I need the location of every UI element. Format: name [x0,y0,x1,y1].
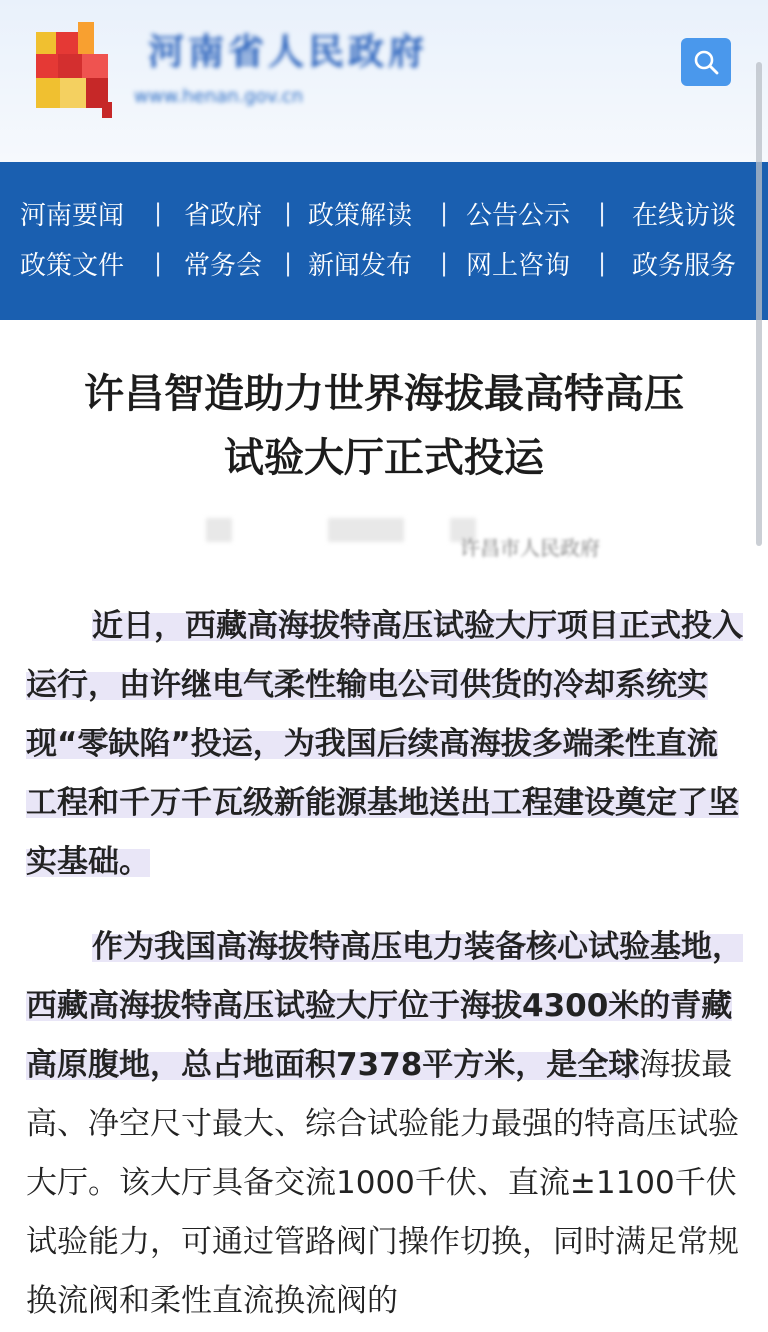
redacted-block [206,518,232,542]
main-nav [0,162,768,320]
nav-row-2 [0,238,768,288]
redacted-block [328,518,404,542]
paragraph-2-highlighted-text: 作为我国高海拔特高压电力装备核心试验基地，西藏高海拔特高压试验大厅位于海拔4300米的青藏高原腹地，总占地面积7378平方米，是全球 [26,929,743,1083]
nav-separator: | [440,199,449,227]
search-icon [693,49,719,75]
article-title-line-1: 许昌智造助力世界海拔最高特高压 [84,371,684,417]
article-source: 许昌市人民政府 [460,536,600,560]
nav-separator: | [598,249,607,277]
nav-item-gov-services[interactable]: 政务服务 [632,250,737,281]
paragraph-2-text: 海拔最高、净空尺寸最大、综合试验能力最强的特高压试验大厅。该大厅具备交流1000千伏、直流±1100千伏试验能力，可通过管路阀门操作切换，同时满足常规换流阀和柔性直流换流阀的 [26,1047,739,1319]
search-button[interactable] [681,38,731,86]
article-paragraph-2 [26,918,744,1331]
nav-separator: | [154,249,163,277]
nav-separator: | [284,199,293,227]
nav-item-executive-meeting[interactable]: 常务会 [184,250,263,281]
nav-item-online-consult[interactable]: 网上咨询 [466,250,571,281]
nav-item-press-release[interactable]: 新闻发布 [308,250,413,281]
site-name: 河南省人民政府 [148,32,429,68]
site-header [0,0,768,162]
nav-separator: | [440,249,449,277]
nav-separator: | [284,249,293,277]
nav-separator: | [598,199,607,227]
nav-separator: | [154,199,163,227]
site-logo [36,22,112,118]
nav-item-province-gov[interactable]: 省政府 [184,200,263,231]
paragraph-1-text: 近日，西藏高海拔特高压试验大厅项目正式投入运行，由许继电气柔性输电公司供货的冷却系统实现“零缺陷”投运，为我国后续高海拔多端柔性直流工程和千万千瓦级新能源基地送出工程建设奠定了坚实基础。 [26,608,743,880]
nav-row-1 [0,188,768,238]
nav-item-policy-docs[interactable]: 政策文件 [20,250,125,281]
article-paragraph-1 [26,597,744,892]
article-title [0,362,768,490]
article-title-line-2: 试验大厅正式投运 [224,435,544,481]
nav-item-online-interview[interactable]: 在线访谈 [632,200,737,231]
nav-item-policy-interpret[interactable]: 政策解读 [308,200,413,231]
site-subtitle: www.henan.gov.cn [134,86,304,107]
nav-item-announcements[interactable]: 公告公示 [466,200,571,231]
nav-item-henan-news[interactable]: 河南要闻 [20,200,125,231]
